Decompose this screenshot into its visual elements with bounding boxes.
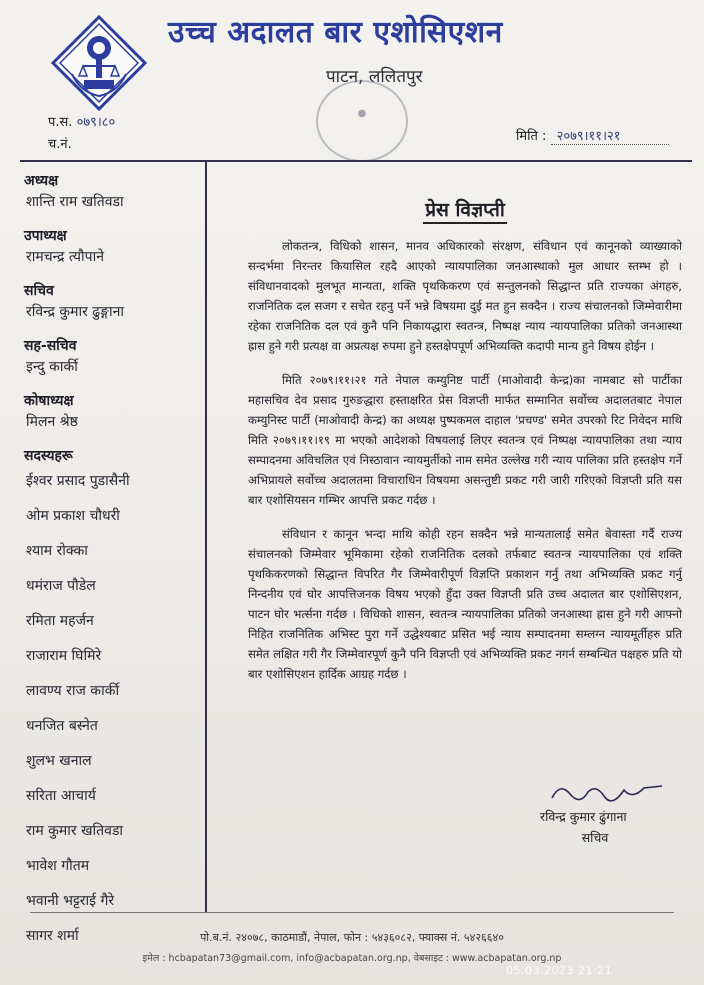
bearer-president: [24, 172, 200, 213]
member-name: श्याम रोक्का: [26, 543, 88, 559]
member-name: धनजित बस्नेत: [26, 718, 98, 734]
body-paragraph-1: लोकतन्त्र, विधिको शासन, मानव अधिकारको संरक्षण, संविधान एवं कानूनको व्याख्याको सन्दर्भमा निरन्तर कियासिल रहदै आएको न्यायपालिका जनआस्थाको मुल आधार स्तम्भ हो । संविधानवादको मुलभूत मान्यता, शक्ति पृथकिकरण एवं सन्तुलनको सिद्धान्त प्रति राज्यका अंगहरु, राजनितिक दल सजग र सचेत रहनु पर्ने भन्ने विषयमा दुई मत हुन सक्दैन । राज्य संचालनको जिम्मेवारीमा रहेका राजनितिक दल एवं कुनै पनि निकायद्धारा स्वतन्त्र, निष्पक्ष न्याय न्यायपालिका प्रतिको जनआस्था ह्रास हुने गरी प्रत्यक्ष वा अप्रत्यक्ष रुपमा हुने हस्तक्षेपपूर्ण अभिव्यक्ति कदापी मान्य हुने विषय होईन ।: [248, 239, 682, 353]
bearer-joint-secretary: [24, 337, 200, 378]
date-value: २०७९।११।२१: [551, 126, 669, 145]
press-release-heading: [248, 196, 682, 222]
dispatch-label: च.नं.: [48, 137, 72, 152]
organization-title: उच्च अदालत बार एशोसिएशन: [168, 15, 503, 50]
handwritten-signature: [540, 780, 680, 806]
role-title: अध्यक्ष: [24, 173, 59, 189]
organization-location: पाटन, ललितपुर: [326, 67, 423, 87]
member-name: ईश्वर प्रसाद पुडासैनी: [26, 473, 130, 489]
member-name: भवानी भट्टराई गैरे: [26, 893, 115, 909]
bearer-name: मिलन श्रेष्ठ: [26, 414, 78, 430]
member-name: धमंराज पौडेल: [26, 578, 96, 594]
ref-label: प.स.: [48, 115, 73, 130]
role-title: कोषाध्यक्ष: [24, 393, 74, 409]
role-title: सचिव: [24, 283, 54, 299]
heading-text: प्रेस विज्ञप्ती: [423, 199, 507, 224]
date-label: मिति :: [516, 129, 547, 144]
bearer-vice-president: [24, 227, 200, 268]
footer-contact: इमेल : hcbapatan73@gmail.com, info@acbapatan.org.np, वेबसाइट : www.acbapatan.org.np: [142, 953, 562, 964]
bearer-name: इन्दु कार्की: [26, 359, 78, 375]
member-name: सरिता आचार्य: [26, 788, 96, 804]
member-name: रमिता महर्जन: [26, 613, 94, 629]
signatory-name: रविन्द्र कुमार ढुंगाना: [540, 809, 627, 824]
role-title: सह-सचिव: [24, 338, 77, 354]
member-name: शुलभ खनाल: [26, 753, 92, 769]
date-block: [516, 126, 669, 145]
body-paragraph-3: संविधान र कानून भन्दा माथि कोही रहन सक्दैन भन्ने मान्यतालाई समेत बेवास्ता गर्दै राज्य संचालनको जिम्मेवार भूमिकामा रहेको राजनितिक दलको तर्फबाट स्वतन्त्र न्यायपालिका एवं शक्ति पृथकिकरणको सिद्धान्त विपरित गैर जिम्मेवारीपूर्ण विज्ञप्ति प्रकाशन गर्नु तथा अभिव्यक्ति प्रकट गर्नु निन्दनीय एवं घोर आपत्तिजनक विषय भएको हुँदा उक्त विज्ञप्ती प्रति उच्च अदालत बार एशोसिएशन, पाटन घोर भर्त्सना गर्दछ । विधिको शासन, स्वतन्त्र न्यायपालिका प्रतिको जनआस्था ह्रास हुने गरी आफ्नो निहित राजनितिक अभिस्ट पुरा गर्ने उद्धेश्यबाट प्रसित भई न्याय सम्पादनमा सम्लग्न न्यायमूर्तीहरु प्रति समेत लक्षित गरी गैर जिम्मेवारपूर्ण कुनै पनि विज्ञप्ती एवं अभिव्यक्ति प्रकट नगर्न सम्बन्धित पक्षहरु प्रति यो बार एशोसिएशन हार्दिक आग्रह गर्दछ ।: [248, 527, 682, 681]
signatory-position: सचिव: [581, 830, 609, 845]
bearer-name: रामचन्द्र त्यौपाने: [26, 249, 104, 265]
capture-timestamp: 05.03.2023 21:21: [506, 964, 613, 977]
bearer-name: रविन्द्र कुमार ढुङ्गाना: [26, 304, 125, 320]
members-list: [24, 447, 200, 960]
header-divider: [20, 160, 692, 162]
press-release-body: [248, 196, 682, 698]
association-logo: [50, 14, 148, 112]
ref-number: ०७९।८०: [76, 115, 116, 130]
bearer-treasurer: [24, 392, 200, 433]
reference-block: [48, 112, 115, 156]
signature-block: [540, 780, 680, 846]
member-name: राम कुमार खतिवडा: [26, 823, 124, 839]
sidebar-divider: [205, 160, 207, 912]
role-title: उपाध्यक्ष: [24, 228, 67, 244]
office-seal: ●: [316, 80, 408, 162]
member-name: भावेश गौतम: [26, 858, 90, 874]
member-name: ओम प्रकाश चौधरी: [26, 508, 120, 524]
bearer-name: शान्ति राम खतिवडा: [26, 194, 124, 210]
footer-address: पो.ब.नं. २४०७८, काठमाडौं, नेपाल, फोन : ५४३६०८२, फ्याक्स नं. ५४२६६४०: [200, 931, 504, 944]
footer-divider: [30, 912, 674, 913]
office-bearers-sidebar: [24, 172, 200, 960]
bearer-secretary: [24, 282, 200, 323]
member-name: राजाराम घिमिरे: [26, 648, 102, 664]
member-name: लावण्य राज कार्की: [26, 683, 120, 699]
members-heading: सदस्यहरू: [24, 448, 73, 464]
member-name: सागर शर्मा: [26, 928, 79, 944]
body-paragraph-2: मिति २०७९।११।२१ गते नेपाल कम्युनिष्ट पार्टी (माओवादी केन्द्र)का नामबाट सो पार्टीका महासचिव देव प्रसाद गुरुङद्धारा हस्ताक्षरित प्रेस विज्ञप्ती मार्फत सम्मानित सर्वोच्च अदालतबाट नेपाल कम्युनिस्ट पार्टी (माओवादी केन्द्र) का अध्यक्ष पुष्पकमल दाहाल 'प्रचण्ड' समेत उपरको रिट निवेदन माथि मिति २०७९।११।१९ मा भएको आदेशको विषयलाई लिएर स्वतन्त्र एवं निष्पक्ष न्यायपालिका तथा न्याय सम्पादनमा अविचलित एवं निस्ठावान न्यायमुर्तीको नाम समेत उल्लेख गरी न्याय पालिका प्रति हस्तक्षेप गर्ने अभिप्रायले सर्वोच्च अदालतमा विचाराधिन विषयमा असन्तुष्टी प्रकट गरी जारी गरिएको विज्ञप्ती प्रति यस बार एशोसियसन गम्भिर आपत्ति प्रकट गर्दछ ।: [248, 373, 682, 507]
